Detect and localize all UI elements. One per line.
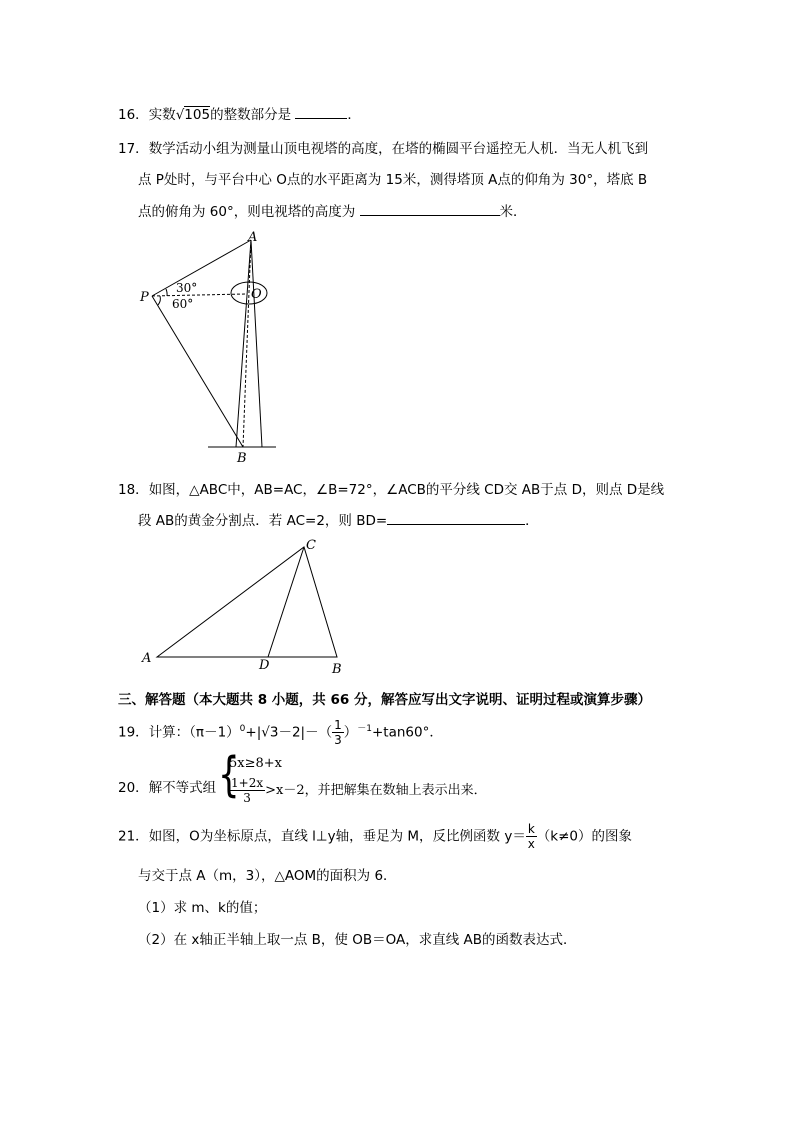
label-C: C [306,538,316,553]
sub-question-1: （1）求 m、k的值； [138,900,267,916]
answer-blank [387,510,525,525]
denominator: 3 [243,791,251,805]
q-text: 如图，△ABC中，AB=AC，∠B=72°，∠ACB的平分线 CD交 AB于点 D，则点 D是线 [148,482,665,498]
radical-sign: √ [175,107,185,123]
sub-question-2: （2）在 x轴正半轴上取一点 B，使 OB＝OA，求直线 AB的函数表达式． [138,932,577,948]
fraction [526,822,537,851]
q-text: 与交于点 A（m，3），△AOM的面积为 6． [138,868,397,884]
q-text: 段 AB的黄金分割点．若 AC=2，则 BD= [138,513,388,529]
q-number: 18． [118,482,149,498]
inequality-1: 5x≥8+x [229,756,282,771]
q-number: 17． [118,141,149,157]
bisector-CD [268,547,304,657]
label-A: A [248,230,258,245]
q-number: 21． [118,828,149,845]
label-B: B [332,662,342,677]
q-text: 计算：（π－1） [148,724,240,741]
exam-page: 16．实数√105的整数部分是 ． 17．数学活动小组为测量山顶电视塔的高度，在塔的椭圆平台遥控无人机．当无人机飞到 点 P处时，与平台中心 O点的水平距离为 15米，测得塔顶 A点的仰角为 30°，塔底 B 点的俯角为 60°，则电视塔的高度为 米． A O P B 30° 60° A B C D 18．如图，△ABC中，AB=AC，∠B=72°，∠ACB的平分线 CD交 AB于点 D，则点 D是线 段 AB的黄金分割点．若 AC=2，则 BD= ． 三、解答题（本大题共 8 小题，共 66 分，解答应写出文字说明、证明过程或演算步骤） 19．计算：$(\pi-1)^0+|√3-2|-$（ $\frac{1}{3}$ ）$^{-1}$+tan60°． 20．解不等式组 { 5x≥8+x $\frac{1+2x}{3}$ >x－2，并把解集在数轴上表示出来． 21．如图，O为坐标原点，直线 l⊥y轴，垂足为 M，反比例函数 y＝ $\frac{k}{x}$ （k≠0）的图象 与交于点 A（m，3），△AOM的面积为 6． （1）求 m、k的值； （2）在 x轴正半轴上取一点 B，使 OB＝OA，求直线 AB的函数表达式． [0,0,794,1123]
brace: { [218,747,240,804]
label-60deg: 60° [172,297,194,311]
label-A: A [142,651,152,666]
q-text: 如图，O为坐标原点，直线 l⊥y轴，垂足为 M，反比例函数 y＝ [148,828,526,845]
exponent: －1 [357,724,372,734]
q-text: +tan60°． [371,724,443,741]
section-heading: 三、解答题（本大题共 8 小题，共 66 分，解答应写出文字说明、证明过程或演算步骤） [118,692,651,708]
q-text: 的整数部分是 [210,107,292,123]
q-text: 点的俯角为 60°，则电视塔的高度为 [138,204,356,220]
q-text: +|√3－2|－（ [245,724,333,741]
triangle-figure [157,547,337,657]
q-text: >x－2 [265,783,305,798]
label-30deg: 30° [176,281,198,295]
label-B: B [237,451,247,466]
q-text: ，并把解集在数轴上表示出来． [304,783,487,798]
tower-figure [152,240,276,447]
denominator: x [527,837,535,851]
exponent: 0 [239,724,246,734]
angle-arc [166,289,167,296]
tower-edge [251,240,262,447]
tower-edge [236,240,251,447]
q-number: 20． [118,780,149,796]
fraction [229,776,265,805]
numerator: k [527,822,535,836]
q-text: 实数 [148,107,176,123]
q-text: 点 P处时，与平台中心 O点的水平距离为 15米，测得塔顶 A点的仰角为 30°，塔底 B [138,172,648,188]
fraction [332,718,344,747]
q-text: 数学活动小组为测量山顶电视塔的高度，在塔的椭圆平台遥控无人机．当无人机飞到 [148,141,649,157]
label-P: P [140,290,149,305]
label-D: D [259,658,270,673]
q-number: 16． [118,107,149,123]
radicand: 105 [184,107,211,123]
q-text: （k≠0）的图象 [536,828,632,845]
sight-line-B [152,296,243,447]
label-O: O [251,287,262,302]
q-text: ） [343,724,358,741]
q-text: 米． [499,204,527,220]
denominator: 3 [334,733,342,747]
triangle-ABC [157,547,337,657]
inequality-2 [229,776,487,805]
numerator: 1 [334,718,342,732]
angle-arc [158,296,160,305]
question-16: 16．实数√105的整数部分是 ． [118,103,361,123]
numerator: 1+2x [231,776,264,790]
sight-line-A [152,240,251,296]
q-text: 解不等式组 [148,780,217,796]
question-19 [118,718,443,747]
q-number: 19． [118,724,149,741]
tower-axis [243,240,251,447]
